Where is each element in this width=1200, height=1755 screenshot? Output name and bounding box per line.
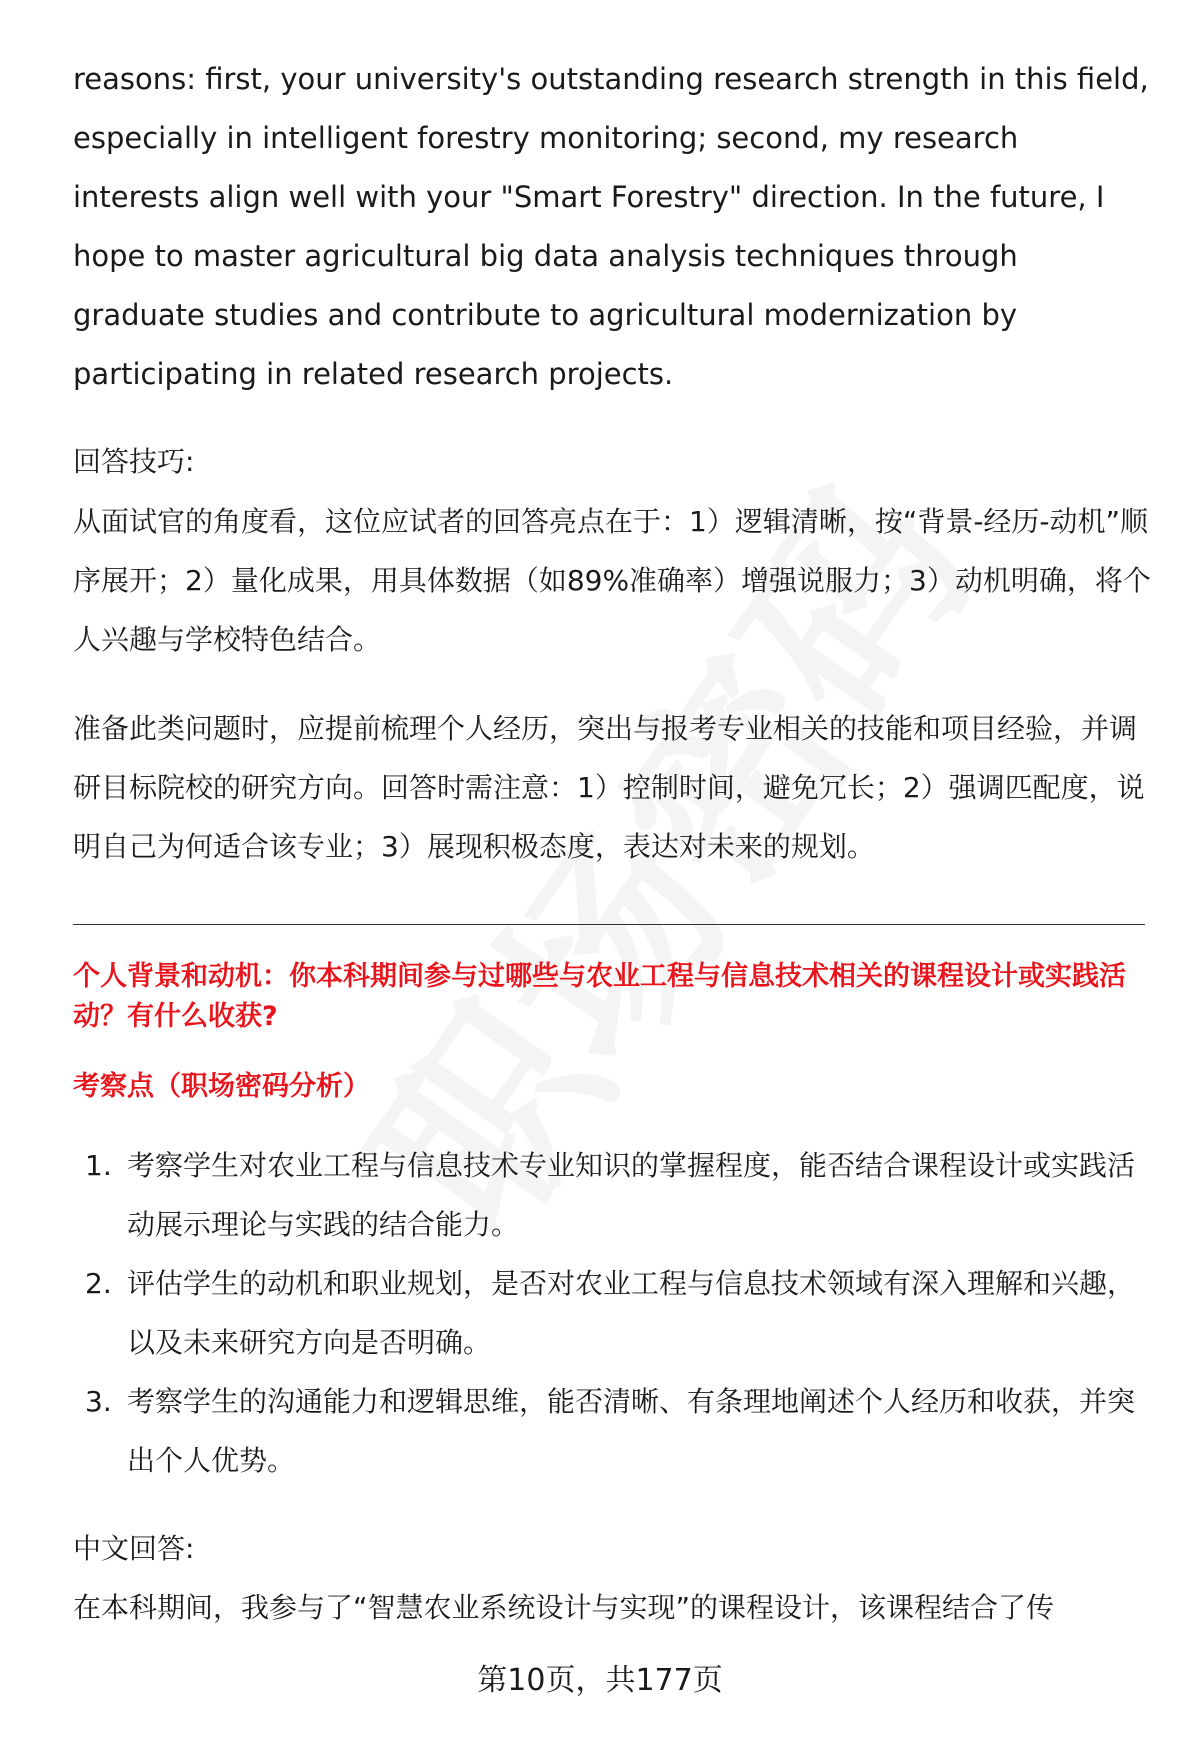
page-number: 第10页，共177页 <box>477 1663 723 1698</box>
tips-label: 回答技巧: <box>73 445 195 478</box>
english-answer-paragraph: reasons: first, your university's outstanding research strength in this field, especially in intelligent forestry monitoring; second, my research interests align well with your "Smart Forestry" direction. In the future, I hope to master agricultural big data analysis techniques through graduate studies and contribute to agricultural modernization by participating in related research projects. <box>73 62 1149 391</box>
list-item-text: 评估学生的动机和职业规划，是否对农业工程与信息技术领域有深入理解和兴趣，以及未来研究方向是否明确。 <box>127 1267 1136 1359</box>
list-item <box>73 1254 1153 1372</box>
list-item <box>73 1372 1153 1490</box>
list-item-text: 考察学生的沟通能力和逻辑思维，能否清晰、有条理地阐述个人经历和收获，并突出个人优势。 <box>127 1385 1136 1477</box>
section-divider <box>73 924 1145 925</box>
tips-paragraph-1: 从面试官的角度看，这位应试者的回答亮点在于：1）逻辑清晰，按“背景-经历-动机”顺序展开；2）量化成果，用具体数据（如89%准确率）增强说服力；3）动机明确，将个人兴趣与学校特色结合。 <box>73 505 1151 656</box>
list-number: 1. <box>85 1149 112 1182</box>
analysis-points-list <box>73 1136 1153 1490</box>
chinese-answer-label: 中文回答: <box>73 1532 195 1565</box>
list-item-text: 考察学生对农业工程与信息技术专业知识的掌握程度，能否结合课程设计或实践活动展示理论与实践的结合能力。 <box>127 1149 1136 1241</box>
list-item <box>73 1136 1153 1254</box>
question-heading: 个人背景和动机：你本科期间参与过哪些与农业工程与信息技术相关的课程设计或实践活动？有什么收获? <box>73 961 1126 1032</box>
list-number: 2. <box>85 1267 112 1300</box>
chinese-answer-text: 在本科期间，我参与了“智慧农业系统设计与实现”的课程设计，该课程结合了传 <box>73 1591 1055 1624</box>
analysis-heading: 考察点（职场密码分析） <box>73 1071 370 1102</box>
tips-paragraph-2: 准备此类问题时，应提前梳理个人经历，突出与报考专业相关的技能和项目经验，并调研目标院校的研究方向。回答时需注意：1）控制时间，避免冗长；2）强调匹配度，说明自己为何适合该专业；3）展现积极态度，表达对未来的规划。 <box>73 712 1145 863</box>
list-number: 3. <box>85 1385 112 1418</box>
